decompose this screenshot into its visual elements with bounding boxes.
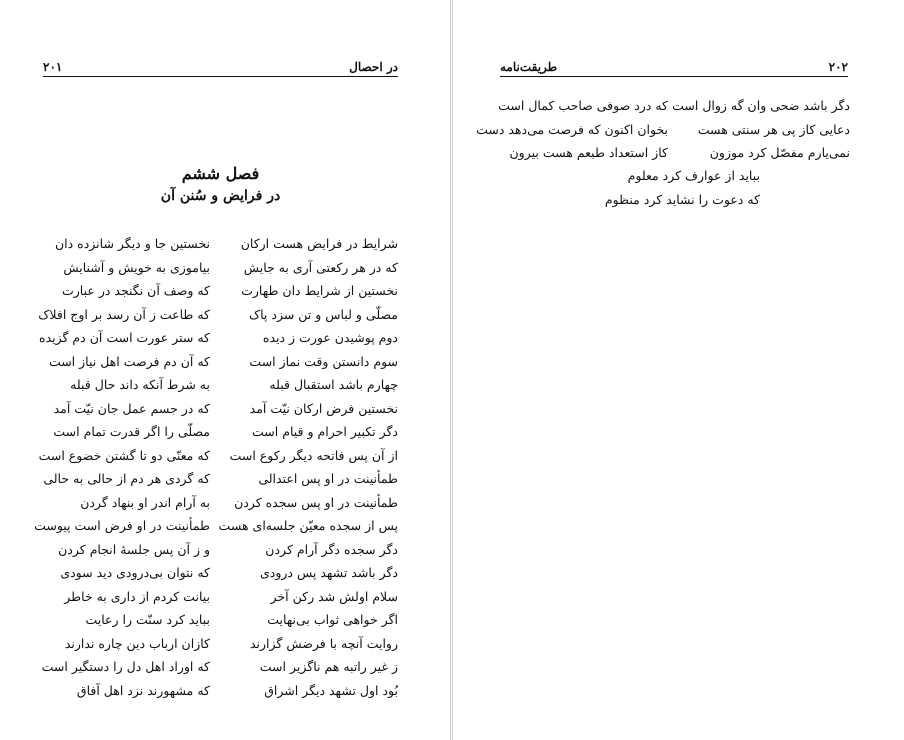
verse-line: ز غیر راتبه هم ناگزیر است — [259, 659, 398, 674]
verse-line: چهارم باشد استقبال قبله — [269, 377, 398, 392]
left-running-head — [43, 56, 398, 77]
left-header-title: در احصال — [349, 60, 398, 74]
verse-line: دگر باشد تشهد پس درودی — [260, 565, 398, 580]
verse-line: بیاموزی به خویش و آشنایش — [63, 259, 210, 275]
verse-line: که آن دم فرصت اهل نیاز است — [48, 353, 210, 369]
right-page-number: ۲۰۲ — [828, 60, 848, 74]
verse-line: دعایی کاز پی هر سنتی هست — [697, 121, 850, 137]
verse-line: که نتوان بی‌درودی دید سودی — [60, 565, 210, 580]
verse-line: طمأنینت در او پس سجده کردن — [234, 494, 398, 510]
verse-line: مصلّی را اگر قدرت تمام است — [53, 424, 210, 439]
verse-line: که گردی هر دم از حالی به حالی — [43, 471, 210, 486]
verse-line: سلام اولش شد رکن آخر — [270, 588, 398, 604]
verse-line: بیانت کردم از داری به خاطر — [64, 588, 210, 604]
verse-line: شرایط در فرایض هست ارکان — [240, 236, 398, 251]
right-page-right-verse-column — [672, 94, 850, 165]
chapter-title: فصل ششم — [181, 164, 260, 183]
verse-line: روایت آنچه با فرضش گزارند — [249, 635, 398, 651]
verse-line: طمأنینت در او فرض است پیوست — [34, 518, 210, 533]
verse-line: بباید کرد سنّت را رعایت — [85, 612, 210, 627]
verse-line: که ستر عورت است آن دم گزیده — [39, 330, 210, 345]
verse-line: کاز استعداد طبعم هست بیرون — [509, 145, 668, 160]
verse-line: و ز آن پس جلسهٔ انجام کردن — [58, 541, 210, 557]
verse-line: بباید از عوارف کرد معلوم — [627, 168, 760, 183]
right-header-title: طریقت‌نامه — [500, 60, 558, 74]
verse-line: که مشهورند نزد اهل آفاق — [76, 682, 210, 698]
verse-line: دگر باشد ضحی وان گه زوال است — [672, 98, 850, 113]
verse-line: که معنّی دو تا گشتن خضوع است — [38, 447, 210, 463]
verse-line: که دعوت را نشاید کرد منظوم — [604, 191, 760, 207]
right-running-head — [500, 56, 848, 77]
verse-line: کازان ارباب دین چاره ندارند — [64, 635, 210, 651]
verse-line: که وصف آن نگنجد در عبارت — [62, 283, 210, 298]
left-page-left-verse-column — [34, 232, 210, 702]
verse-line: که طاعت ز آن رسد بر اوج افلاک — [38, 306, 210, 322]
left-page-right-verse-column — [218, 232, 398, 702]
right-page-closing-couplet — [590, 164, 760, 211]
left-page-number: ۲۰۱ — [43, 60, 63, 74]
verse-line: اگر خواهی ثواب بی‌نهایت — [267, 612, 398, 627]
verse-line: که در جسم عمل جان نیّت آمد — [53, 400, 210, 416]
verse-line: نخستین فرض ارکان نیّت آمد — [249, 400, 398, 416]
right-page-left-verse-column — [476, 94, 668, 165]
verse-line: نخستین جا و دیگر شانزده دان — [54, 236, 210, 251]
verse-line: از آن پس فاتحه دیگر رکوع است — [229, 447, 398, 463]
verse-line: که در هر رکعتی آری به جایش — [243, 259, 398, 275]
verse-line: سوم دانستن وقت نماز است — [249, 353, 398, 369]
verse-line: به آرام اندر او بنهاد گردن — [80, 494, 210, 510]
left-page — [0, 0, 451, 740]
verse-line: دوم پوشیدن عورت ز دیده — [262, 330, 398, 345]
verse-line: دگر سجده دگر آرام کردن — [265, 541, 398, 557]
verse-line: نمی‌یارم مفصّل کرد موزون — [709, 145, 850, 160]
chapter-subtitle: در فرایض و سُنن آن — [160, 188, 281, 204]
verse-line: طمأنینت در او پس اعتدالی — [258, 471, 398, 486]
verse-line: به شرط آنکه داند حال قبله — [70, 377, 210, 392]
verse-line: که درد صوفی صاحب کمال است — [498, 98, 668, 113]
verse-line: مصلّی و لباس و تن سزد پاک — [248, 306, 398, 322]
verse-line: نخستین از شرایط دان طهارت — [241, 283, 398, 298]
verse-line: پس از سجده معیّن جلسه‌ای هست — [218, 518, 398, 533]
verse-line: بُود اول تشهد دیگر اشراق — [264, 682, 398, 698]
verse-line: که اوراد اهل دل را دستگیر است — [41, 659, 210, 674]
verse-line: دگر تکبیر احرام و قیام است — [252, 424, 398, 439]
verse-line: بخوان اکنون که فرصت می‌دهد دست — [476, 121, 668, 137]
